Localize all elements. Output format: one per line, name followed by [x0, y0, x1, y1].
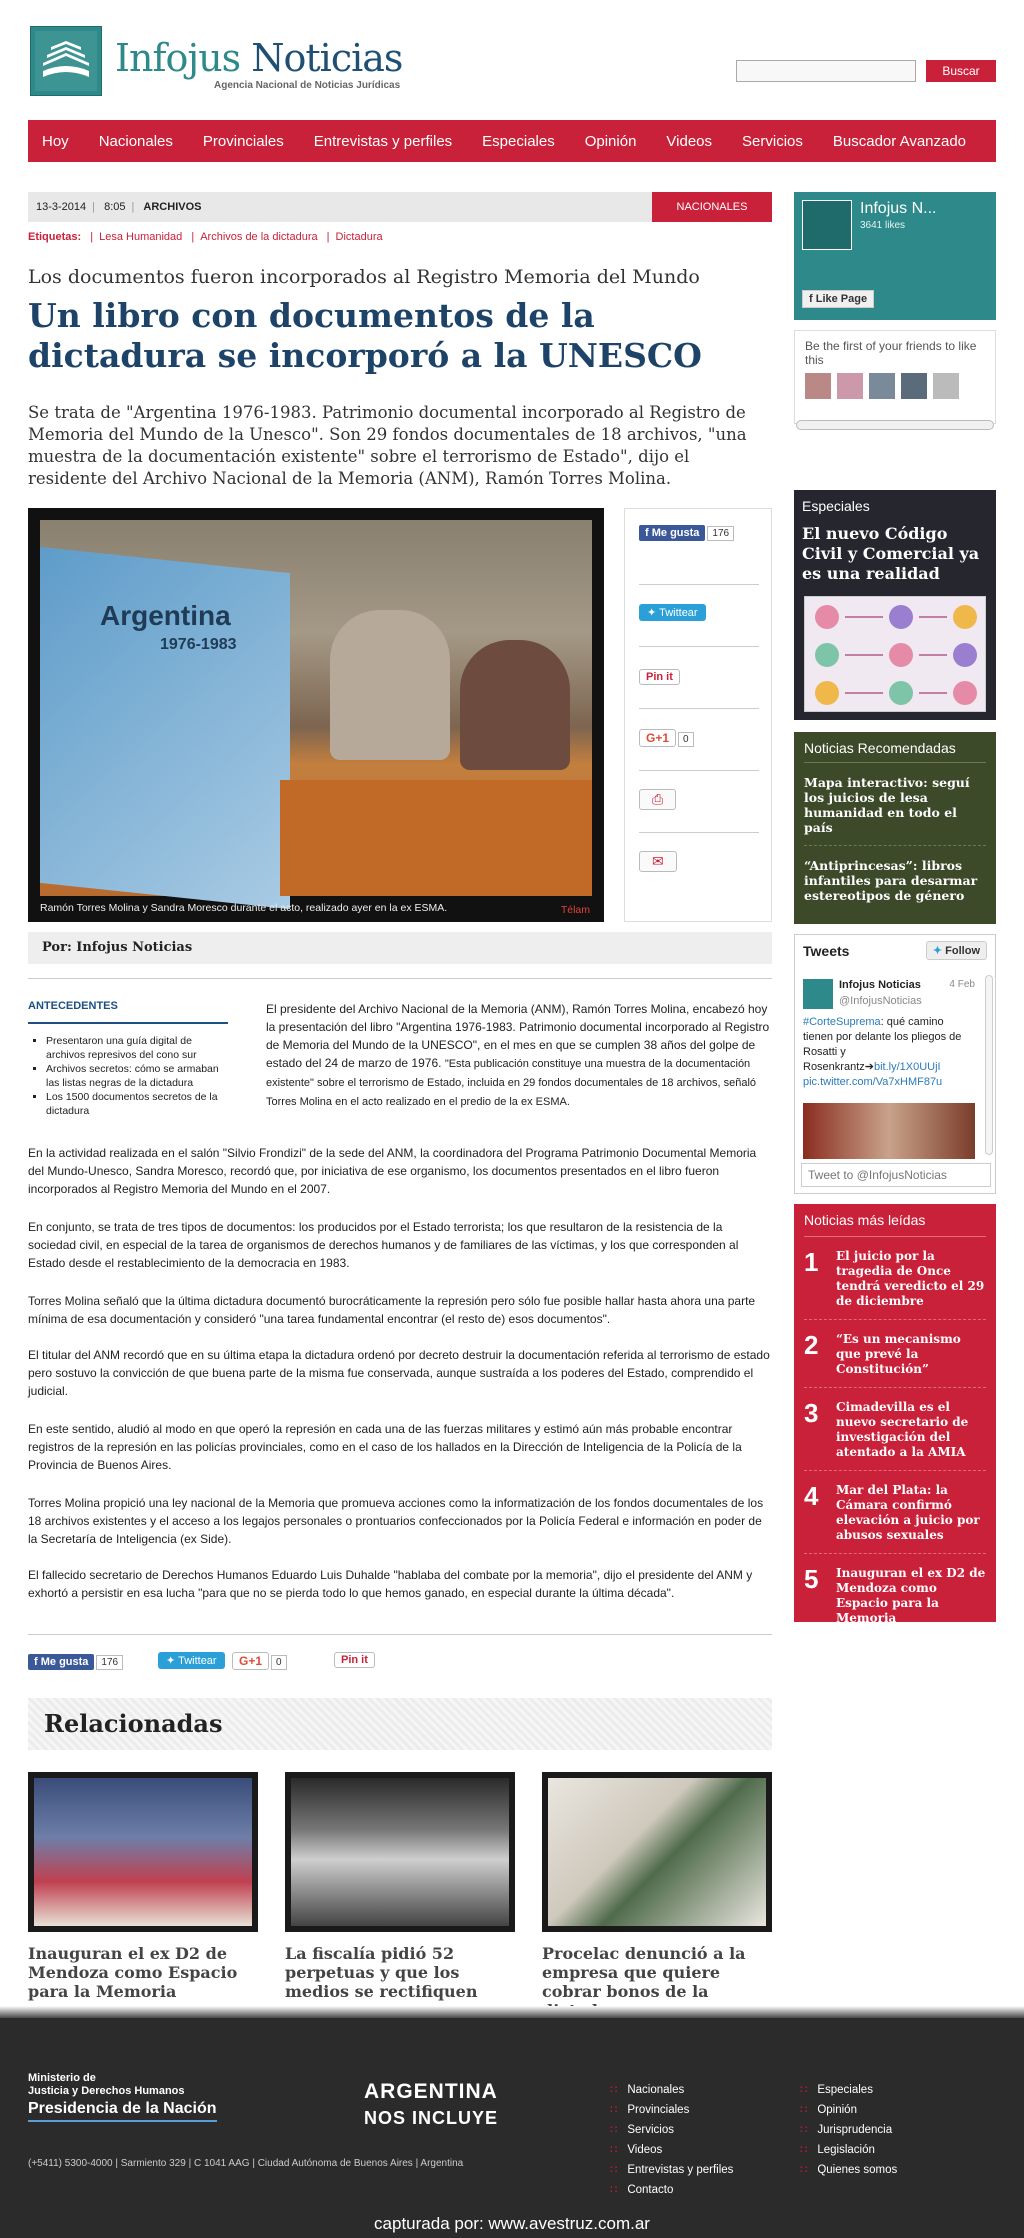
mas-leida-title[interactable]: Mar del Plata: la Cámara confirmó elevación a juicio por abusos sexuales	[836, 1483, 980, 1542]
ministry-name: Ministerio de Justicia y Derechos Humanos	[28, 2072, 185, 2097]
facebook-icon: f	[645, 527, 652, 539]
body-paragraph: En conjunto, se trata de tres tipos de documentos: los producidos por el Estado terrorista; los que resultaron de la resistencia de la sociedad civil, en especial de la tarea de organismos de derechos humanos y de familiares de las víctimas, y los que corresponden al Estado desde el restablecimiento de la democracia en 1983.	[28, 1220, 739, 1270]
tweets-label: Tweets	[803, 943, 850, 959]
twitter-bird-icon: ✦	[166, 1655, 179, 1667]
rank-number: 2	[804, 1330, 819, 1360]
antecedente-link[interactable]: ▪ Los 1500 documentos secretos de la dictadura	[46, 1090, 228, 1118]
especiales-title[interactable]: El nuevo Código Civil y Comercial ya es una realidad	[802, 524, 980, 583]
tweet-user[interactable]: Infojus Noticias	[839, 979, 921, 991]
antecedentes-title: ANTECEDENTES	[28, 1000, 118, 1012]
tweet-date[interactable]: 4 Feb	[949, 979, 975, 990]
site-title: Infojus Noticias	[115, 36, 403, 80]
twitter-tweet-button[interactable]: ✦ Twittear	[639, 604, 706, 621]
mas-leidas-label: Noticias más leídas	[804, 1212, 986, 1237]
footer-link[interactable]: ∷ Videos	[610, 2140, 733, 2160]
divider	[28, 1634, 772, 1635]
tag-link[interactable]: Lesa Humanidad	[99, 231, 183, 243]
facebook-friends-text: Be the first of your friends to like this	[805, 339, 977, 367]
site-subtitle: Agencia Nacional de Noticias Jurídicas	[214, 80, 401, 91]
tweet-text: #CorteSuprema: qué camino tienen por delante los pliegos de Rosatti y Rosenkrantz➔bit.ly/1X0UUjI pic.twitter.com/Va7xHMF87u	[803, 1016, 962, 1088]
facebook-page-avatar[interactable]	[802, 200, 852, 250]
search-button[interactable]: Buscar	[926, 60, 996, 82]
nav-item-hoy[interactable]: Hoy	[42, 132, 69, 150]
related-title[interactable]: La fiscalía pidió 52 perpetuas y que los medios se rectifiquen	[285, 1944, 478, 2001]
article-date: 13-3-2014	[36, 201, 87, 213]
search-input[interactable]	[736, 60, 916, 82]
photo-credit: Télam	[560, 904, 590, 916]
rank-number: 4	[804, 1481, 819, 1511]
google-plus-button[interactable]: G+1	[232, 1652, 269, 1670]
nav-item-servicios[interactable]: Servicios	[742, 132, 803, 150]
mas-leida-item[interactable]	[804, 1400, 986, 1471]
footer-link[interactable]: ∷ Contacto	[610, 2180, 733, 2200]
recomendada-link[interactable]: “Antiprincesas”: libros infantiles para desarmar estereotipos de género	[804, 858, 978, 903]
google-plus-count: 0	[678, 732, 694, 747]
main-nav	[28, 120, 996, 162]
twitter-bird-icon: ✦	[647, 607, 660, 619]
intro-text: El presidente del Archivo Nacional de la Memoria (ANM), Ramón Torres Molina, encabezó hoy la presentación del libro "Argentina 1976-1983. Patrimonio documental incorporado al Registro de Memoria del Mundo de la UNESCO", en el mes en que se cumplen 38 años del golpe de estado del 24 de marzo de 1976.	[266, 1002, 770, 1070]
antecedente-link[interactable]: ▪ Archivos secretos: cómo se armaban las listas negras de la dictadura	[46, 1062, 228, 1090]
avatar[interactable]	[901, 373, 927, 399]
share-row	[639, 771, 759, 833]
bottom-gplus-group	[232, 1652, 287, 1670]
related-thumbnail[interactable]	[542, 1772, 772, 1932]
tag-link[interactable]: Archivos de la dictadura	[200, 231, 318, 243]
related-title[interactable]: Procelac denunció a la empresa que quiere cobrar bonos de la	[542, 1944, 746, 2001]
twitter-widget	[794, 934, 996, 1194]
facebook-page-widget	[794, 192, 996, 320]
vertical-scrollbar[interactable]	[985, 975, 993, 1155]
related-thumbnail[interactable]	[285, 1772, 515, 1932]
person-figure	[330, 610, 450, 760]
mas-leida-title[interactable]: Inauguran el ex D2 de Mendoza como Espacio para la Memoria	[836, 1566, 986, 1625]
mas-leida-item[interactable]	[804, 1332, 986, 1388]
avatar[interactable]	[869, 373, 895, 399]
pinterest-button[interactable]: Pin it	[334, 1652, 375, 1668]
google-plus-count: 0	[271, 1655, 287, 1670]
avatar[interactable]	[933, 373, 959, 399]
facebook-page-likes: 3641 likes	[860, 220, 906, 231]
tweet-handle[interactable]: @InfojusNoticias	[839, 995, 922, 1007]
tags-label: Etiquetas:	[28, 231, 82, 243]
facebook-friends-box	[794, 330, 996, 424]
twitter-follow-button[interactable]: ✦ Follow	[926, 941, 987, 960]
especiales-illustration	[805, 597, 987, 713]
nav-item-opinion[interactable]: Opinión	[584, 132, 637, 150]
mas-leida-title[interactable]: “Es un mecanismo que prevé la Constitución”	[836, 1332, 961, 1376]
mas-leida-item[interactable]	[804, 1566, 986, 1636]
book-years: 1976-1983	[160, 636, 237, 653]
share-row	[639, 647, 759, 709]
facebook-like-button[interactable]: f Me gusta	[28, 1654, 94, 1670]
nav-item-videos[interactable]: Videos	[666, 132, 713, 150]
nav-item-entrevistas[interactable]: Entrevistas y perfiles	[313, 132, 453, 150]
related-heading: Relacionadas	[28, 1698, 772, 1750]
facebook-like-button[interactable]: f Me gusta	[639, 525, 705, 541]
footer-link[interactable]: ∷ Legislación	[800, 2140, 897, 2160]
tweet-to-input[interactable]: Tweet to @InfojusNoticias	[801, 1163, 991, 1187]
facebook-page-name[interactable]: Infojus N...	[860, 200, 937, 217]
especiales-image[interactable]	[804, 596, 986, 712]
facebook-like-page-button[interactable]: f Like Page	[802, 290, 874, 308]
byline: Por: Infojus Noticias	[28, 932, 772, 964]
bottom-share-bar	[28, 1652, 428, 1674]
footer-link[interactable]: ∷ Entrevistas y perfiles	[610, 2160, 733, 2180]
avatar[interactable]	[803, 979, 833, 1009]
google-plus-button[interactable]: G+1	[639, 729, 676, 747]
tweet-link[interactable]: pic.twitter.com/Va7xHMF87u	[803, 1076, 943, 1088]
photo-caption: Ramón Torres Molina y Sandra Moresco durante el acto, realizado ayer en la ex ESMA.	[40, 902, 448, 914]
book-logo-icon	[31, 27, 101, 95]
nav-item-provinciales[interactable]: Provinciales	[202, 132, 284, 150]
body-paragraph: Torres Molina propició una ley nacional de la Memoria que promueva acciones como la informatización de los fondos documentales de los 18 archivos existentes y el acceso a los legajos personales o prontuarios confeccionados por la Policía Federal e información en poder de la Secretaría de Inteligencia (ex Side).	[28, 1496, 764, 1546]
facebook-like-count: 176	[707, 526, 734, 541]
avatar[interactable]	[837, 373, 863, 399]
photo-image	[40, 520, 592, 896]
desk	[280, 780, 592, 896]
archive-link[interactable]: ARCHIVOS	[143, 201, 202, 213]
mas-leida-title[interactable]: Cimadevilla es el nuevo secretario de investigación del atentado a la AMIA	[836, 1400, 969, 1459]
avatar[interactable]	[805, 373, 831, 399]
mas-leida-item[interactable]	[804, 1483, 986, 1554]
rank-number: 1	[804, 1247, 819, 1277]
print-icon[interactable]: ⎙	[639, 789, 676, 810]
twitter-bird-icon: ✦	[932, 945, 946, 957]
share-row	[639, 523, 759, 585]
article-intro	[266, 1000, 772, 1111]
nav-item-buscador[interactable]: Buscador Avanzado	[832, 132, 967, 150]
twitter-tweet-button[interactable]: ✦ Twittear	[158, 1652, 225, 1669]
facebook-like-count: 176	[96, 1655, 123, 1670]
footer-link[interactable]: ∷ Nacionales	[610, 2080, 733, 2100]
tags-row: Etiquetas: | Lesa Humanidad | Archivos de la dictadura | Dictadura	[28, 231, 383, 243]
body-paragraph: El titular del ANM recordó que en su última etapa la dictadura ordenó por decreto destruir la documentación referida al terrorismo de estado pero sostuvo la convicción de que buena parte de la misma fue conservada, aunque sustraída a los poderes del Estado, comprendido el judicial.	[28, 1348, 770, 1398]
bottom-facebook-group	[28, 1652, 123, 1670]
footer-link[interactable]: ∷ Servicios	[610, 2120, 733, 2140]
article-datebar: 13-3-2014 | 8:05 | ARCHIVOS	[28, 192, 772, 222]
share-row	[639, 585, 759, 647]
related-title[interactable]: Inauguran el ex D2 de Mendoza como Espacio para la Memoria	[28, 1944, 238, 2001]
article-lead: Se trata de "Argentina 1976-1983. Patrimonio documental incorporado al Registro de Memoria del Mundo de la Unesco". Son 29 fondos documentales de 18 archivos, "una muestra de la documentación existente" sobre el terrorismo de Estado", dijo el residente del Archivo Nacional de la Memoria (ANM), Ramón Torres Molina.	[28, 403, 747, 488]
footer-link[interactable]: ∷ Especiales	[800, 2080, 897, 2100]
tweet-hashtag[interactable]: #CorteSuprema	[803, 1016, 881, 1028]
antecedente-link[interactable]: ▪ Presentaron una guía digital de archivos represivos del cono sur	[46, 1034, 228, 1062]
intro-quote: "Esta publicación constituye una muestra de la documentación existente" sobre el terrorismo de Estado, incluida en 29 fondos documentales de 18 archivos, señaló Torres Molina en el acto realizado en el predio de la ex ESMA.	[266, 1058, 757, 1108]
section-badge[interactable]: NACIONALES	[652, 192, 772, 222]
site-logo[interactable]	[30, 26, 102, 96]
especiales-box	[794, 490, 996, 720]
pinterest-button[interactable]: Pin it	[639, 669, 680, 685]
email-icon[interactable]: ✉	[639, 851, 677, 872]
argentina-slogan-sub: NOS INCLUYE	[364, 2108, 499, 2128]
recomendadas-label: Noticias Recomendadas	[804, 740, 986, 763]
related-thumbnail[interactable]	[28, 1772, 258, 1932]
rank-number: 3	[804, 1398, 819, 1428]
capture-watermark: capturada por: www.avestruz.com.ar	[374, 2214, 650, 2233]
tweet-photo[interactable]	[803, 1103, 975, 1159]
horizontal-scrollbar[interactable]	[796, 420, 994, 430]
share-row	[639, 833, 759, 895]
mas-leida-title[interactable]: El juicio por la tragedia de Once tendrá veredicto el 29 de diciembre	[836, 1249, 985, 1308]
body-paragraph: Torres Molina señaló que la última dictadura documentó burocráticamente la represión pero sólo fue posible hallar hasta ahora una parte mínima de esa documentación y consideró "una tarea fundamental encontrar (el resto de) esos documentos".	[28, 1294, 756, 1326]
article-photo	[28, 508, 604, 922]
footer-links-col1	[610, 2080, 733, 2200]
recomendadas-box	[794, 732, 996, 924]
share-row	[639, 709, 759, 771]
article-kicker: Los documentos fueron incorporados al Registro Memoria del Mundo	[28, 266, 700, 288]
footer-link[interactable]: ∷ Quienes somos	[800, 2160, 897, 2180]
footer-link[interactable]: ∷ Provinciales	[610, 2100, 733, 2120]
body-paragraph: En la actividad realizada en el salón "Silvio Frondizi" de la sede del ANM, la coordinadora del Programa Patrimonio Documental Memoria del Mundo-Unesco, Sandra Moresco, recordó que, por iniciativa de ese organismo, los documentos presentados en el libro fueron incorporados al Registro Memoria del Mundo en el 2007.	[28, 1146, 757, 1196]
tweet-link[interactable]: bit.ly/1X0UUjI	[873, 1061, 941, 1073]
recomendada-link[interactable]: Mapa interactivo: seguí los juicios de lesa humanidad en todo el país	[804, 775, 986, 846]
footer-link[interactable]: ∷ Jurisprudencia	[800, 2120, 897, 2140]
book-title: Argentina	[100, 600, 231, 631]
divider	[28, 978, 772, 979]
article-headline: Un libro con documentos de la dictadura se incorporó a la UNESCO	[28, 296, 702, 375]
rank-number: 5	[804, 1564, 819, 1594]
friend-avatars	[805, 373, 985, 399]
mas-leidas-box	[794, 1204, 996, 1625]
tag-link[interactable]: Dictadura	[335, 231, 383, 243]
nav-item-nacionales[interactable]: Nacionales	[98, 132, 173, 150]
presidency-logo[interactable]: Presidencia de la Nación	[28, 2100, 217, 2122]
body-paragraph: En este sentido, aludió al modo en que operó la represión en cada una de las fuerzas militares y estimó aún más probable encontrar registros de la represión en las policías provinciales, como en el caso de los hallados en la Dirección de Inteligencia de la Policía de la Provincia de Buenos Aires.	[28, 1422, 742, 1472]
mas-leida-item[interactable]	[804, 1249, 986, 1320]
antecedentes-list	[38, 1034, 228, 1118]
share-column	[624, 508, 772, 922]
body-paragraph: El fallecido secretario de Derechos Humanos Eduardo Luis Duhalde "hablaba del combate por la memoria", dijo el presidente del ANM y exhortó a persistir en esa lucha "para que no se pierda todo lo que hemos ganado, en especial durante la última década".	[28, 1568, 753, 1600]
person-figure	[460, 640, 570, 770]
argentina-slogan: ARGENTINA	[364, 2080, 498, 2103]
nav-item-especiales[interactable]: Especiales	[482, 132, 555, 150]
facebook-icon: f	[809, 293, 816, 305]
footer-links-col2	[800, 2080, 897, 2180]
facebook-icon: f	[34, 1656, 41, 1668]
especiales-label: Especiales	[802, 498, 870, 514]
footer-address: (+5411) 5300-4000 | Sarmiento 329 | C 1041 AAG | Ciudad Autónoma de Buenos Aires | Argentina	[28, 2158, 464, 2169]
article-time: 8:05	[104, 201, 126, 213]
footer-link[interactable]: ∷ Opinión	[800, 2100, 897, 2120]
divider	[28, 1022, 228, 1024]
